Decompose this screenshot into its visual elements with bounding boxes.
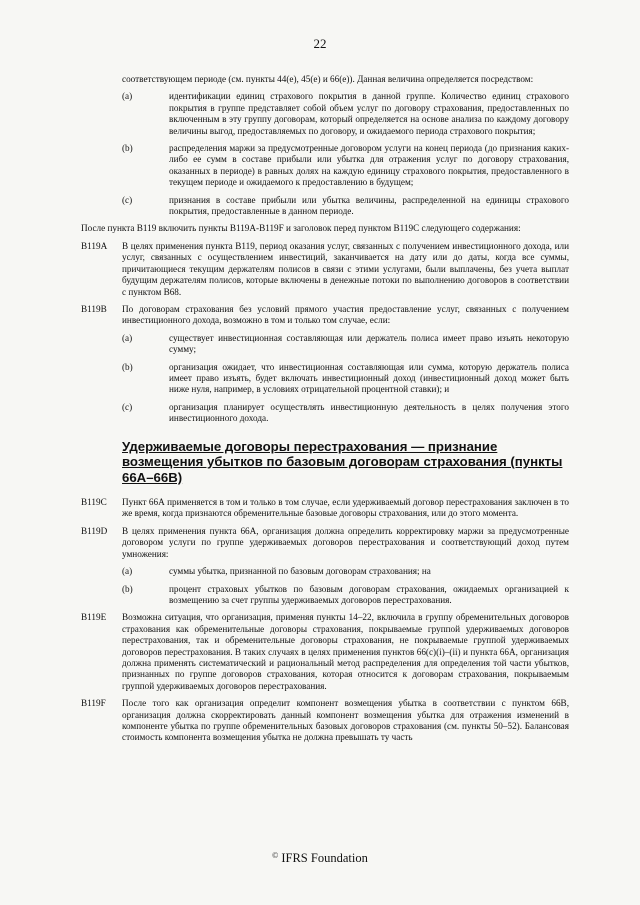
item-text: распределения маржи за предусмотренные договором услуги на конец периода (до признания каких-либо ее сумм в составе прибыли или убытка для отражения услуг по договору страхования, оказанных в периоде) в равных долях на каждую единицу страхового покрытия, предоставленного в текущем периоде и ожидаемого к предоставлению в будущем; [169, 143, 569, 188]
paragraph-b119d [81, 526, 569, 560]
item-label: (b) [122, 143, 133, 154]
paragraph-code: В119F [81, 698, 106, 709]
item-label: (с) [122, 194, 133, 205]
insert-note: После пункта В119 включить пункты В119А-В119F и заголовок перед пунктом В119С следующего содержания: [81, 223, 521, 234]
section-heading: Удерживаемые договоры перестрахования — признание возмещения убытков по базовым договорам страхования (пункты 66А–66В) [122, 438, 563, 485]
paragraph-text: По договорам страхования без условий прямого участия предоставление услуг, связанных с получением инвестиционного дохода, возможно в том и только том случае, если: [122, 303, 569, 326]
intro-item-a [122, 91, 569, 137]
footer-text: IFRS Foundation [281, 851, 368, 865]
paragraph-text: После того как организация определит компонент возмещения убытка в соответствии с пунктом 66В, организация должна скорректировать данный компонент возмещения убытка для отражения изменений в компоненте убытка по группе обременительных базовых договоров страхования (см. пункты 50–52). Балансовая стоимость компонента возмещения убытка не должна превышать ту часть [122, 698, 569, 743]
paragraph-text: В целях применения пункта 66А, организация должна определить корректировку маржи за предусмотренные договором услуги по группе удерживаемых договоров перестрахования и соответствующий доход путем умножения: [122, 525, 569, 559]
paragraph-code: В119А [81, 240, 108, 251]
item-label: (b) [122, 583, 133, 594]
copyright-symbol: © [272, 851, 279, 860]
paragraph-b119f [81, 698, 569, 744]
paragraph-code: В119В [81, 303, 107, 314]
intro-paragraph: соответствующем периоде (см. пункты 44(е), 45(е) и 66(е)). Данная величина определяется посредством: [122, 74, 534, 84]
b119d-item-b [122, 584, 569, 607]
paragraph-b119a [81, 241, 569, 298]
paragraph-text: Возможна ситуация, что организация, применяя пункты 14–22, включила в группу обременительных договоров страхования как обременительные договоры страхования, покрываемые группой удерживаемых договоров перестрахования, так и обременительные договоры страхования, не покрываемые группой удерживаемых договоров перестрахования. В таких случаях в целях применения пунктов 66(с)(i)–(ii) и пункта 66А, организация должна применять систематический и рациональный метод распределения для определения той части убытков, признанных по группе договоров страхования, которая относится к договорам страхования, покрываемым группой удерживаемых договоров перестрахования. [122, 612, 569, 691]
item-text: процент страховых убытков по базовым договорам страхования, ожидаемых организацией к возмещению за счет группы удерживаемых договоров перестрахования. [169, 583, 569, 605]
paragraph-code: В119D [81, 525, 108, 536]
paragraph-code: В119Е [81, 612, 107, 623]
item-text: существует инвестиционная составляющая или держатель полиса имеет право изъять некоторую сумму; [169, 332, 569, 355]
item-label: (а) [122, 91, 133, 102]
paragraph-b119e [81, 612, 569, 692]
paragraph-b119c [81, 497, 569, 520]
item-text: организация ожидает, что инвестиционная составляющая или сумма, которую держатель полиса имеет право изъять, будет включать инвестиционный доход (инвестиционный доход может быть ниже нуля, например, в условиях отрицательной процентной ставки); и [169, 361, 569, 395]
document-body [81, 74, 569, 750]
intro-item-b [122, 143, 569, 189]
page-footer [0, 851, 640, 866]
b119b-item-a [122, 333, 569, 356]
item-text: организация планирует осуществлять инвестиционную деятельность в целях получения этого инвестиционного дохода. [169, 401, 569, 424]
item-text: признания в составе прибыли или убытка величины, распределенной на единицы страхового покрытия, предоставленные в данном периоде. [169, 194, 569, 217]
item-label: (с) [122, 401, 133, 412]
paragraph-b119b [81, 304, 569, 327]
item-label: (b) [122, 361, 133, 372]
item-text: идентификации единиц страхового покрытия в данной группе. Количество единиц страхового покрытия в группе представляет собой объем услуг по договору страхования, предоставленных по включенным в эту группу договорам, который определяется на основе анализа по каждому договору величины выгод, предоставляемых по договору, и ожидаемого периода страхового покрытия; [169, 91, 569, 136]
item-label: (а) [122, 332, 133, 343]
paragraph-text: В целях применения пункта В119, период оказания услуг, связанных с получением инвестиционного дохода, или услуг, связанных с осуществлением инвестиций, заканчивается на дату или до даты, когда все суммы, причитающиеся текущим держателям полисов в связи с этими услугами, были выплачены, без учета выплат будущим держателям полисов, которые включены в денежные потоки по выполнению договоров в соответствии с пунктом В68. [122, 240, 569, 297]
intro-item-c [122, 195, 569, 218]
b119d-item-a [122, 566, 569, 577]
b119b-item-c [122, 402, 569, 425]
page-number: 22 [313, 36, 327, 51]
paragraph-text: Пункт 66А применяется в том и только в том случае, если удерживаемый договор перестрахования заключен в то же время, когда признаются обременительные базовые договоры страхования, или до этого момента. [122, 497, 569, 519]
item-label: (а) [122, 566, 133, 577]
item-text: суммы убытка, признанной по базовым договорам страхования; на [169, 566, 431, 577]
paragraph-code: В119С [81, 497, 107, 508]
b119b-item-b [122, 362, 569, 396]
